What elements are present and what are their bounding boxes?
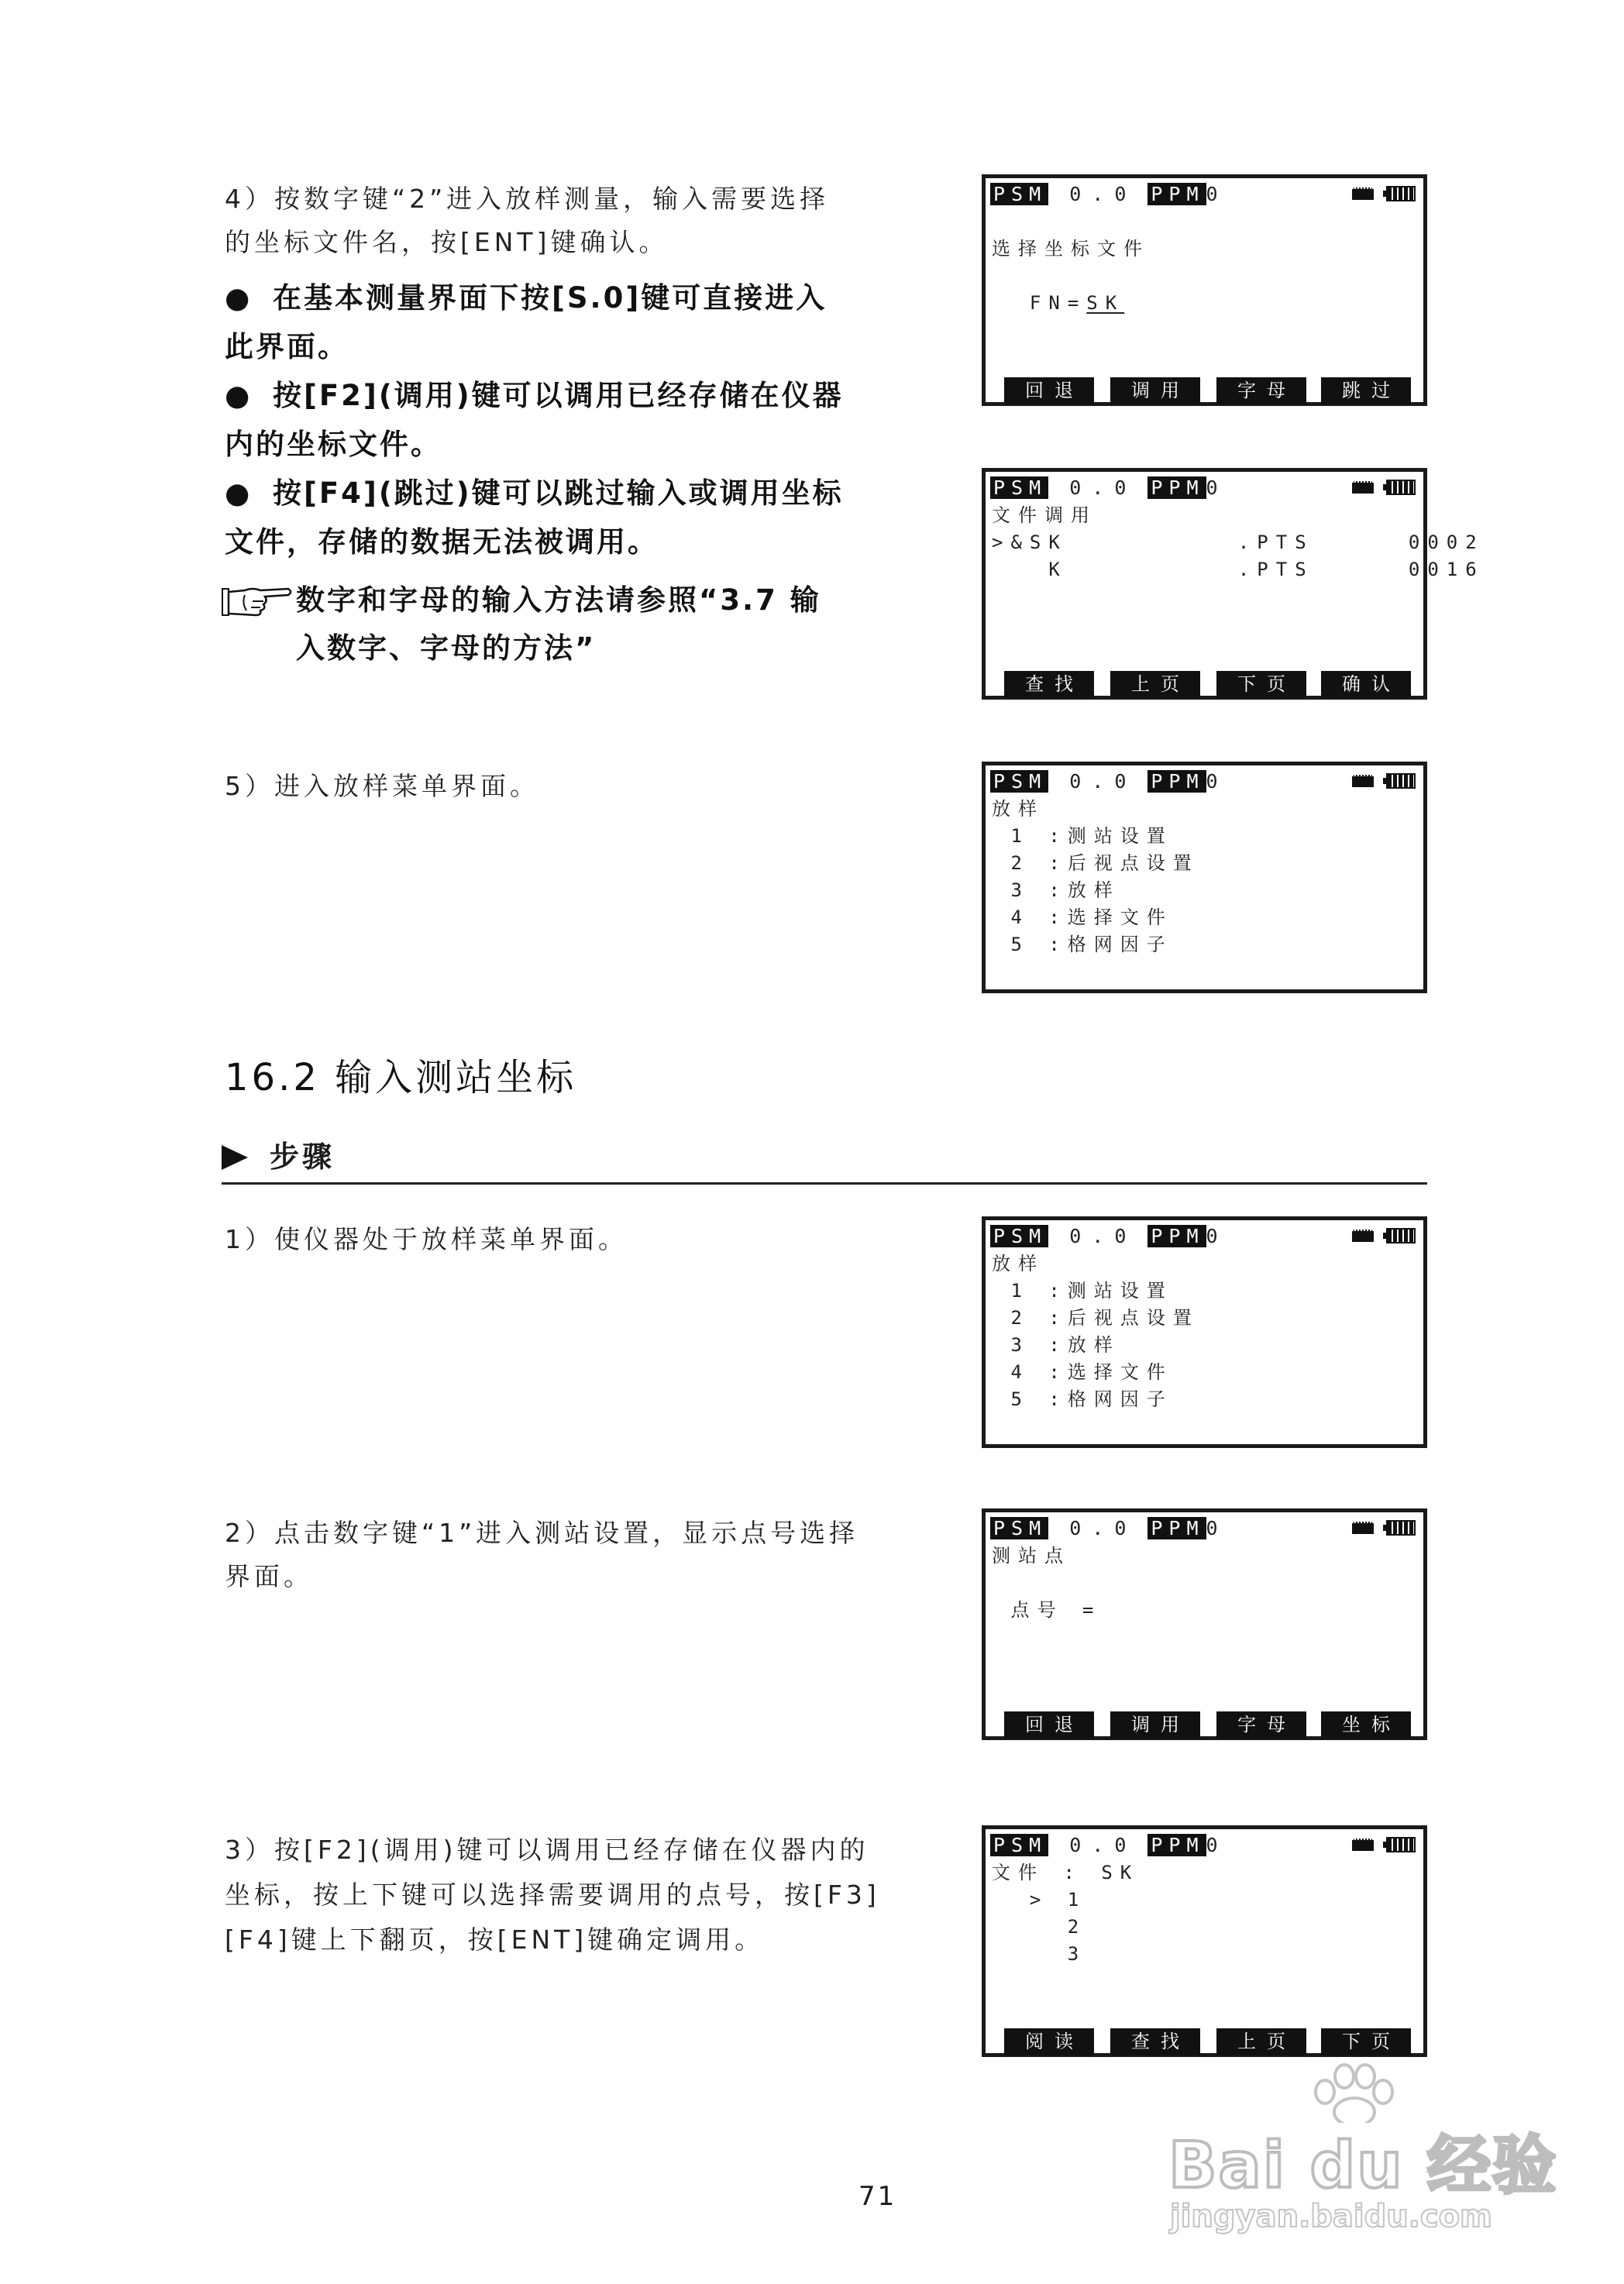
ppm-label: PPM xyxy=(1147,1834,1206,1856)
lcd-status-bar xyxy=(990,1224,1218,1249)
lcd-row-text: 2 :后视点设置 xyxy=(992,852,1199,874)
bullet-2 xyxy=(225,371,922,469)
ppm-value: 0 xyxy=(1206,1834,1218,1856)
softkey-f4[interactable]: 确认 xyxy=(1321,671,1411,698)
psm-label: PSM xyxy=(990,1225,1048,1247)
text-line: 的坐标文件名，按[ENT]键确认。 xyxy=(225,227,669,257)
ppm-label: PPM xyxy=(1147,770,1206,793)
lcd-row xyxy=(992,850,1199,877)
lcd-row-text: 1 :测站设置 xyxy=(992,1280,1173,1302)
lcd-status-bar xyxy=(990,769,1218,794)
memory-icon xyxy=(1352,775,1374,787)
softkey-f2[interactable]: 上页 xyxy=(1110,671,1200,698)
baidu-watermark xyxy=(1162,2061,1565,2247)
text-line: [F4]键上下翻页，按[ENT]键确定调用。 xyxy=(225,1925,765,1955)
section-heading: 16.2 输入测站坐标 xyxy=(225,1056,577,1099)
status-icons xyxy=(1352,1520,1416,1536)
ppm-value: 0 xyxy=(1206,183,1218,205)
status-icons xyxy=(1352,773,1416,789)
lcd-row-text: 2 xyxy=(992,1916,1087,1938)
battery-icon xyxy=(1386,1228,1416,1243)
ppm-label: PPM xyxy=(1147,1225,1206,1247)
battery-icon xyxy=(1386,1520,1416,1536)
ppm-value: 0 xyxy=(1206,770,1218,793)
psm-value: 0.0 xyxy=(1069,476,1137,499)
text-line xyxy=(222,576,821,624)
step-4-text xyxy=(225,177,922,264)
text-line: 此界面。 xyxy=(225,330,349,363)
lcd-row-text: K .PTS 0016 xyxy=(992,559,1485,580)
lcd-row-text: 点号 = xyxy=(992,1599,1102,1621)
lcd-status-bar xyxy=(990,1833,1218,1858)
lcd-row-text: >&SK .PTS 0002 xyxy=(992,531,1485,553)
text-line xyxy=(225,469,922,518)
softkey-f2[interactable]: 调用 xyxy=(1110,1711,1200,1739)
steps-label: 步骤 xyxy=(270,1140,335,1174)
softkey-f4[interactable]: 坐标 xyxy=(1321,1711,1411,1739)
lcd-row-text: 3 xyxy=(992,1943,1087,1965)
lcd-row xyxy=(992,502,1097,529)
memory-icon xyxy=(1352,1230,1374,1242)
lcd-row-text: > 1 xyxy=(992,1889,1087,1911)
text-line: 内的坐标文件。 xyxy=(225,428,442,461)
text-line: 5）进入放样菜单界面。 xyxy=(225,771,539,801)
battery-icon xyxy=(1386,186,1416,201)
psm-value: 0.0 xyxy=(1069,1834,1137,1856)
bullet-3 xyxy=(225,469,922,566)
status-icons xyxy=(1352,186,1416,201)
watermark-url: jingyan.baidu.com xyxy=(1170,2199,1492,2234)
text-line: 3）按[F2](调用)键可以调用已经存储在仪器内的 xyxy=(225,1835,869,1865)
lcd-screen xyxy=(982,468,1485,700)
lcd-status-bar xyxy=(990,476,1218,500)
text-line: 坐标，按上下键可以选择需要调用的点号，按[F3] xyxy=(225,1880,880,1910)
softkey-f1[interactable]: 查找 xyxy=(1004,671,1094,698)
softkey-f4[interactable]: 跳过 xyxy=(1321,377,1411,404)
softkey-f1[interactable]: 阅读 xyxy=(1004,2028,1094,2055)
ppm-label: PPM xyxy=(1147,183,1206,205)
sub-step-3-text xyxy=(225,1828,922,1962)
memory-icon xyxy=(1352,1839,1374,1851)
note xyxy=(222,576,821,672)
lcd-row xyxy=(992,1278,1173,1305)
bullet-text: 按[F4](跳过)键可以跳过输入或调用坐标 xyxy=(273,476,844,510)
step-5-text xyxy=(225,765,922,808)
lcd-row xyxy=(992,1859,1139,1887)
bullet-text: 在基本测量界面下按[S.0]键可直接进入 xyxy=(273,281,827,315)
lcd-row-text: 文件 : SK xyxy=(992,1862,1140,1883)
lcd-row-text: 2 :后视点设置 xyxy=(992,1307,1199,1329)
lcd-row-text: 文件调用 xyxy=(992,504,1097,526)
lcd-row-text: 5 :格网因子 xyxy=(992,1388,1173,1410)
lcd-row xyxy=(992,290,1124,317)
softkey-f2[interactable]: 查找 xyxy=(1110,2028,1200,2055)
softkey-f3[interactable]: 字母 xyxy=(1216,1711,1306,1739)
lcd-row-text: 4 :选择文件 xyxy=(992,1361,1173,1383)
lcd-row xyxy=(992,529,1485,556)
battery-icon xyxy=(1386,480,1416,495)
psm-label: PSM xyxy=(990,770,1048,793)
lcd-row xyxy=(992,877,1120,904)
lcd-row xyxy=(992,1543,1071,1570)
psm-value: 0.0 xyxy=(1069,183,1137,205)
lcd-row-text: 3 :放样 xyxy=(992,1334,1120,1356)
lcd-row xyxy=(992,1305,1199,1332)
lcd-status-bar xyxy=(990,1516,1218,1541)
lcd-row xyxy=(992,1887,1086,1914)
pointing-hand-icon xyxy=(222,584,293,620)
memory-icon xyxy=(1352,1522,1374,1534)
status-icons xyxy=(1352,1837,1416,1852)
lcd-row-text: 选择坐标文件 xyxy=(992,238,1150,260)
psm-value: 0.0 xyxy=(1069,770,1137,793)
lcd-row xyxy=(992,1914,1086,1941)
lcd-screen xyxy=(982,762,1427,993)
lcd-row xyxy=(992,1597,1101,1624)
text-line xyxy=(225,371,922,420)
lcd-row xyxy=(992,904,1173,931)
input-value[interactable]: SK xyxy=(1086,292,1125,314)
psm-label: PSM xyxy=(990,1517,1048,1539)
text-line: 4）按数字键“2”进入放样测量，输入需要选择 xyxy=(225,184,830,214)
lcd-row xyxy=(992,1332,1120,1359)
bullet-icon: ● xyxy=(225,476,253,510)
lcd-row-text: 放样 xyxy=(992,798,1044,820)
text-line: 2）点击数字键“1”进入测站设置，显示点号选择 xyxy=(225,1518,859,1548)
softkey-f4[interactable]: 下页 xyxy=(1321,2028,1411,2055)
divider xyxy=(222,1182,1427,1185)
psm-label: PSM xyxy=(990,1834,1048,1856)
softkey-f1[interactable]: 回退 xyxy=(1004,377,1094,404)
watermark-logo: Bai du 经验 xyxy=(1168,2129,1558,2203)
ppm-label: PPM xyxy=(1147,476,1206,499)
memory-icon xyxy=(1352,187,1374,200)
lcd-row xyxy=(992,1386,1173,1413)
ppm-label: PPM xyxy=(1147,1517,1206,1539)
lcd-screen xyxy=(982,1216,1427,1448)
memory-icon xyxy=(1352,481,1374,494)
softkey-f3[interactable]: 上页 xyxy=(1216,2028,1306,2055)
ppm-value: 0 xyxy=(1206,476,1218,499)
lcd-row xyxy=(992,796,1044,823)
lcd-row-text: 放样 xyxy=(992,1253,1044,1274)
lcd-row xyxy=(992,1250,1044,1278)
lcd-screen xyxy=(982,1825,1427,2057)
lcd-row-text: 1 :测站设置 xyxy=(992,825,1173,847)
sub-step-1-text xyxy=(225,1218,922,1261)
lcd-screen xyxy=(982,174,1427,406)
text-line xyxy=(225,273,922,322)
text-line: 入数字、字母的方法” xyxy=(296,631,597,665)
lcd-screen xyxy=(982,1508,1427,1740)
bullet-icon: ● xyxy=(225,281,253,315)
text-line: 界面。 xyxy=(225,1561,313,1591)
psm-value: 0.0 xyxy=(1069,1517,1137,1539)
softkey-f3[interactable]: 下页 xyxy=(1216,671,1306,698)
lcd-row-text: 测站点 xyxy=(992,1545,1071,1567)
ppm-value: 0 xyxy=(1206,1225,1218,1247)
lcd-row-text: 5 :格网因子 xyxy=(992,934,1173,955)
battery-icon xyxy=(1386,773,1416,789)
page-number: 71 xyxy=(858,2181,897,2212)
lcd-row-text: FN= xyxy=(992,292,1087,314)
paw-icon xyxy=(1302,2061,1402,2123)
softkey-f1[interactable]: 回退 xyxy=(1004,1711,1094,1739)
lcd-row xyxy=(992,1941,1086,1968)
lcd-row xyxy=(992,556,1485,583)
lcd-row xyxy=(992,1359,1173,1386)
status-icons xyxy=(1352,480,1416,495)
lcd-row-text: 4 :选择文件 xyxy=(992,906,1173,928)
text-line: 1）使仪器处于放样菜单界面。 xyxy=(225,1224,628,1254)
status-icons xyxy=(1352,1228,1416,1243)
lcd-status-bar xyxy=(990,182,1218,207)
lcd-row xyxy=(992,236,1150,263)
bullet-text: 按[F2](调用)键可以调用已经存储在仪器 xyxy=(273,379,844,412)
psm-label: PSM xyxy=(990,183,1048,205)
softkey-f3[interactable]: 字母 xyxy=(1216,377,1306,404)
softkey-f2[interactable]: 调用 xyxy=(1110,377,1200,404)
lcd-row-text: 3 :放样 xyxy=(992,879,1120,901)
psm-value: 0.0 xyxy=(1069,1225,1137,1247)
psm-label: PSM xyxy=(990,476,1048,499)
bullet-icon: ● xyxy=(225,379,253,412)
note-text: 数字和字母的输入方法请参照“3.7 输 xyxy=(296,583,821,617)
battery-icon xyxy=(1386,1837,1416,1852)
triangle-right-icon xyxy=(222,1145,248,1170)
steps-heading xyxy=(222,1137,335,1176)
ppm-value: 0 xyxy=(1206,1517,1218,1539)
lcd-row xyxy=(992,931,1173,958)
lcd-row xyxy=(992,823,1173,850)
sub-step-2-text xyxy=(225,1512,922,1598)
text-line: 文件，存储的数据无法被调用。 xyxy=(225,525,659,559)
bullet-1 xyxy=(225,273,922,371)
